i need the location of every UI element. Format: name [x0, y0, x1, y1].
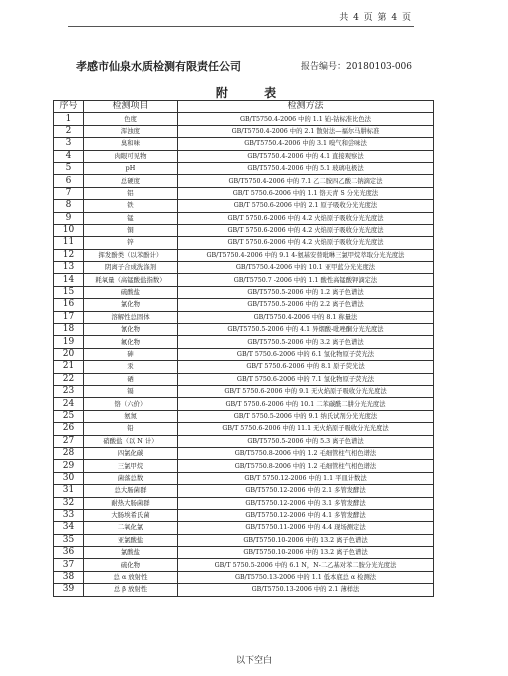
- row-method: GB/T5750.13-2006 中的 2.1 薄样法: [178, 584, 434, 596]
- row-method: GB/T5750.10-2006 中的 13.2 离子色谱法: [178, 547, 434, 559]
- row-method: GB/T5750.8-2006 中的 1.2 毛细管柱气相色谱法: [178, 447, 434, 459]
- row-number: 7: [54, 187, 84, 199]
- table-row: [54, 113, 434, 125]
- row-number: 31: [54, 485, 84, 497]
- table-row: [54, 249, 434, 261]
- row-item: 色度: [84, 113, 178, 125]
- row-number: 10: [54, 224, 84, 236]
- row-item: pH: [84, 162, 178, 174]
- top-rule: [68, 26, 414, 27]
- row-method: GB/T 5750.6-2006 中的 4.2 火焰原子吸收分光光度法: [178, 224, 434, 236]
- row-method: GB/T5750.5-2006 中的 2.2 离子色谱法: [178, 299, 434, 311]
- row-item: 砷: [84, 348, 178, 360]
- row-method: GB/T5750.4-2006 中的 7.1 乙二胺四乙酸二钠滴定法: [178, 175, 434, 187]
- report-number: 报告编号：20180103-006: [300, 62, 412, 72]
- row-method: GB/T5750.4-2006 中的 10.1 亚甲蓝分光光度法: [178, 262, 434, 274]
- row-item: 耐热大肠菌群: [84, 497, 178, 509]
- row-number: 30: [54, 472, 84, 484]
- row-method: GB/T5750.11-2006 中的 4.4 现场测定法: [178, 522, 434, 534]
- row-number: 18: [54, 324, 84, 336]
- row-number: 37: [54, 559, 84, 571]
- table-row: [54, 460, 434, 472]
- row-method: GB/T 5750.6-2006 中的 8.1 原子荧光法: [178, 361, 434, 373]
- row-item: 铝: [84, 187, 178, 199]
- row-item: 铁: [84, 200, 178, 212]
- row-item: 硝酸盐（以 N 计）: [84, 435, 178, 447]
- row-item: 总 α 放射性: [84, 571, 178, 583]
- row-number: 16: [54, 299, 84, 311]
- row-number: 13: [54, 262, 84, 274]
- table-row: [54, 472, 434, 484]
- row-item: 大肠埃希氏菌: [84, 509, 178, 521]
- row-item: 镉: [84, 385, 178, 397]
- row-number: 17: [54, 311, 84, 323]
- row-number: 32: [54, 497, 84, 509]
- table-row: [54, 286, 434, 298]
- row-item: 菌落总数: [84, 472, 178, 484]
- table-row: [54, 559, 434, 571]
- appendix-title: 附 表: [215, 86, 293, 100]
- row-number: 3: [54, 138, 84, 150]
- row-number: 25: [54, 410, 84, 422]
- row-number: 15: [54, 286, 84, 298]
- row-item: 氯化物: [84, 299, 178, 311]
- row-item: 锌: [84, 237, 178, 249]
- table-row: [54, 324, 434, 336]
- table-header-row: [54, 101, 434, 113]
- row-method: GB/T5750.5-2006 中的 3.2 离子色谱法: [178, 336, 434, 348]
- table-row: [54, 237, 434, 249]
- table-row: [54, 509, 434, 521]
- row-number: 4: [54, 150, 84, 162]
- table-row: [54, 410, 434, 422]
- table-row: [54, 361, 434, 373]
- row-number: 24: [54, 398, 84, 410]
- row-item: 肉眼可见物: [84, 150, 178, 162]
- row-item: 臭和味: [84, 138, 178, 150]
- table-row: [54, 435, 434, 447]
- row-item: 耗氧量（高锰酸盐指数）: [84, 274, 178, 286]
- row-method: GB/T 5750.12-2006 中的 1.1 平皿计数法: [178, 472, 434, 484]
- table-body: [54, 113, 434, 596]
- row-item: 硫化物: [84, 559, 178, 571]
- table-row: [54, 571, 434, 583]
- table-row: [54, 423, 434, 435]
- table-row: [54, 274, 434, 286]
- table-row: [54, 398, 434, 410]
- row-number: 6: [54, 175, 84, 187]
- table-row: [54, 348, 434, 360]
- row-item: 硫酸盐: [84, 286, 178, 298]
- row-item: 汞: [84, 361, 178, 373]
- table-row: [54, 224, 434, 236]
- row-item: 总硬度: [84, 175, 178, 187]
- row-number: 21: [54, 361, 84, 373]
- table-row: [54, 299, 434, 311]
- row-method: GB/T 5750.6-2006 中的 1.1 铬天青 S 分光光度法: [178, 187, 434, 199]
- table-row: [54, 162, 434, 174]
- row-method: GB/T5750.4-2006 中的 9.1 4-氨基安替吡啉三氯甲烷萃取分光光度法: [178, 249, 434, 261]
- row-item: 铅: [84, 423, 178, 435]
- row-method: GB/T5750.12-2006 中的 4.1 多管发酵法: [178, 509, 434, 521]
- header-item: 检测项目: [84, 101, 178, 113]
- row-item: 锰: [84, 212, 178, 224]
- row-item: 氰化物: [84, 324, 178, 336]
- header-method: 检测方法: [178, 101, 434, 113]
- row-method: GB/T5750.5-2006 中的 1.2 离子色谱法: [178, 286, 434, 298]
- table-row: [54, 522, 434, 534]
- row-number: 26: [54, 423, 84, 435]
- row-number: 29: [54, 460, 84, 472]
- row-method: GB/T5750.12-2006 中的 3.1 多管发酵法: [178, 497, 434, 509]
- row-number: 36: [54, 547, 84, 559]
- row-item: 挥发酚类（以苯酚计）: [84, 249, 178, 261]
- row-method: GB/T5750.4-2006 中的 3.1 嗅气和尝味法: [178, 138, 434, 150]
- header-number: 序号: [54, 101, 84, 113]
- row-item: 浑浊度: [84, 125, 178, 137]
- row-item: 氨氮: [84, 410, 178, 422]
- row-item: 氟化物: [84, 336, 178, 348]
- table-row: [54, 187, 434, 199]
- row-number: 23: [54, 385, 84, 397]
- row-item: 溶解性总固体: [84, 311, 178, 323]
- table-row: [54, 175, 434, 187]
- row-method: GB/T 5750.6-2006 中的 2.1 原子吸收分光光度法: [178, 200, 434, 212]
- row-number: 38: [54, 571, 84, 583]
- row-method: GB/T 5750.5-2006 中的 6.1 N，N-二乙基对苯二胺分光光度法: [178, 559, 434, 571]
- row-number: 5: [54, 162, 84, 174]
- row-method: GB/T5750.13-2006 中的 1.1 低本底总 α 检测法: [178, 571, 434, 583]
- row-item: 铜: [84, 224, 178, 236]
- table-row: [54, 447, 434, 459]
- company-name: 孝感市仙泉水质检测有限责任公司: [76, 60, 241, 73]
- row-item: 氯酸盐: [84, 547, 178, 559]
- table-row: [54, 212, 434, 224]
- row-item: 亚氯酸盐: [84, 534, 178, 546]
- table-row: [54, 150, 434, 162]
- row-method: GB/T 5750.6-2006 中的 11.1 无火焰原子吸收分光光度法: [178, 423, 434, 435]
- row-method: GB/T5750.10-2006 中的 13.2 离子色谱法: [178, 534, 434, 546]
- row-method: GB/T5750.4-2006 中的 5.1 玻璃电极法: [178, 162, 434, 174]
- row-item: 硒: [84, 373, 178, 385]
- row-item: 总 β 放射性: [84, 584, 178, 596]
- row-method: GB/T5750.4-2006 中的 1.1 铂-钴标准比色法: [178, 113, 434, 125]
- row-number: 1: [54, 113, 84, 125]
- table-row: [54, 125, 434, 137]
- row-method: GB/T 5750.5-2006 中的 9.1 纳氏试剂分光光度法: [178, 410, 434, 422]
- table-row: [54, 262, 434, 274]
- row-number: 11: [54, 237, 84, 249]
- table-row: [54, 385, 434, 397]
- row-method: GB/T5750.4-2006 中的 8.1 称量法: [178, 311, 434, 323]
- footer-note: 以下空白: [235, 656, 272, 666]
- row-number: 28: [54, 447, 84, 459]
- row-method: GB/T5750.8-2006 中的 1.2 毛细管柱气相色谱法: [178, 460, 434, 472]
- table-row: [54, 584, 434, 596]
- methods-table: [53, 100, 434, 597]
- row-method: GB/T5750.7 -2006 中的 1.1 酸性高锰酸钾滴定法: [178, 274, 434, 286]
- table-row: [54, 547, 434, 559]
- row-method: GB/T 5750.6-2006 中的 9.1 无火焰原子吸收分光光度法: [178, 385, 434, 397]
- row-item: 铬（六价）: [84, 398, 178, 410]
- row-method: GB/T 5750.6-2006 中的 6.1 氢化物原子荧光法: [178, 348, 434, 360]
- table-row: [54, 200, 434, 212]
- row-number: 34: [54, 522, 84, 534]
- row-number: 27: [54, 435, 84, 447]
- row-method: GB/T5750.5-2006 中的 5.3 离子色谱法: [178, 435, 434, 447]
- table-row: [54, 138, 434, 150]
- row-method: GB/T 5750.6-2006 中的 10.1 二苯碳酰二肼分光光度法: [178, 398, 434, 410]
- row-number: 14: [54, 274, 84, 286]
- row-item: 四氯化碳: [84, 447, 178, 459]
- table-row: [54, 534, 434, 546]
- row-number: 39: [54, 584, 84, 596]
- row-number: 19: [54, 336, 84, 348]
- row-number: 35: [54, 534, 84, 546]
- table-row: [54, 311, 434, 323]
- row-method: GB/T 5750.6-2006 中的 4.2 火焰原子吸收分光光度法: [178, 237, 434, 249]
- row-method: GB/T5750.12-2006 中的 2.1 多管发酵法: [178, 485, 434, 497]
- row-method: GB/T5750.4-2006 中的 4.1 直接观察法: [178, 150, 434, 162]
- row-item: 二氧化氯: [84, 522, 178, 534]
- table-row: [54, 336, 434, 348]
- row-number: 20: [54, 348, 84, 360]
- table-row: [54, 373, 434, 385]
- row-number: 22: [54, 373, 84, 385]
- row-method: GB/T 5750.6-2006 中的 4.2 火焰原子吸收分光光度法: [178, 212, 434, 224]
- report-header: [76, 58, 412, 74]
- table-row: [54, 497, 434, 509]
- row-number: 12: [54, 249, 84, 261]
- row-method: GB/T5750.5-2006 中的 4.1 异烟酸-吡唑酮分光光度法: [178, 324, 434, 336]
- row-item: 阴离子合成洗涤剂: [84, 262, 178, 274]
- row-number: 9: [54, 212, 84, 224]
- row-item: 三氯甲烷: [84, 460, 178, 472]
- page-count: 共 4 页 第 4 页: [339, 13, 412, 23]
- row-method: GB/T 5750.6-2006 中的 7.1 氢化物原子荧光法: [178, 373, 434, 385]
- row-number: 8: [54, 200, 84, 212]
- row-number: 33: [54, 509, 84, 521]
- row-item: 总大肠菌群: [84, 485, 178, 497]
- row-number: 2: [54, 125, 84, 137]
- row-method: GB/T5750.4-2006 中的 2.1 散射法—福尔马肼标准: [178, 125, 434, 137]
- table-row: [54, 485, 434, 497]
